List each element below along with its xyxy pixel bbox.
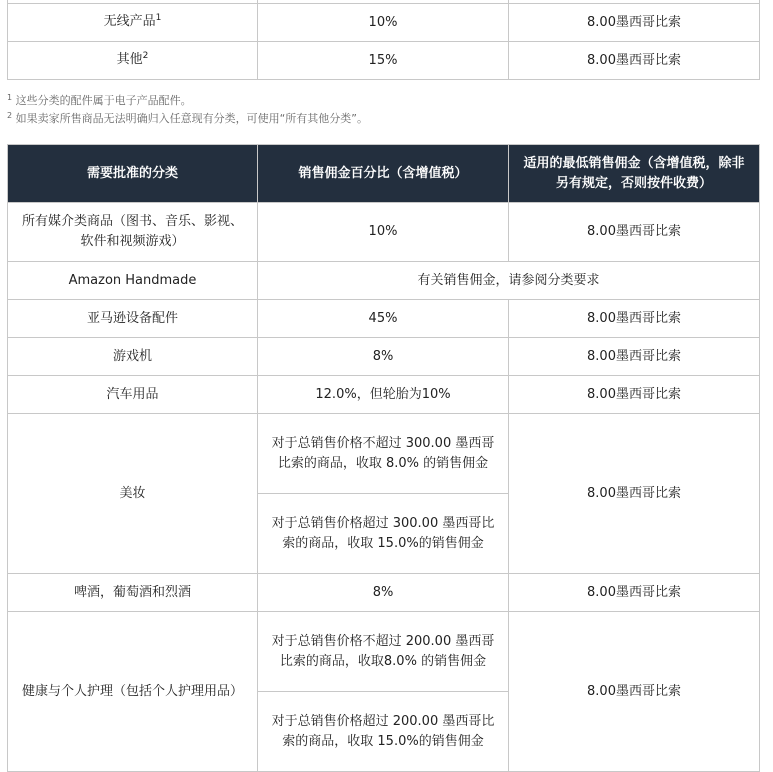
min-fee-cell: 8.00墨西哥比索: [509, 612, 760, 772]
column-header: 销售佣金百分比（含增值税）: [258, 145, 509, 203]
min-fee-cell: 8.00墨西哥比索: [509, 300, 760, 338]
min-fee-cell: 8.00墨西哥比索: [509, 376, 760, 414]
percent-cell: 对于总销售价格不超过 300.00 墨西哥比索的商品，收取 8.0% 的销售佣金: [258, 414, 509, 494]
percent-cell: 8%: [258, 338, 509, 376]
table-row: [8, 376, 760, 414]
percent-cell: 对于总销售价格不超过 200.00 墨西哥比索的商品，收取8.0% 的销售佣金: [258, 612, 509, 692]
table-row: [8, 574, 760, 612]
category-cell: Amazon Handmade: [8, 262, 258, 300]
percent-cell: 45%: [258, 300, 509, 338]
column-header: 适用的最低销售佣金（含增值税，除非另有规定，否则按件收费）: [509, 145, 760, 203]
table-header-row: [8, 145, 760, 203]
category-cell: 健康与个人护理（包括个人护理用品）: [8, 612, 258, 772]
table-row: [8, 262, 760, 300]
column-header: 需要批准的分类: [8, 145, 258, 203]
table-row: [8, 612, 760, 692]
table-row: [8, 42, 760, 80]
category-cell: 游戏机: [8, 338, 258, 376]
table-row: [8, 414, 760, 494]
min-fee-cell: 8.00墨西哥比索: [509, 4, 760, 42]
min-fee-cell: 8.00墨西哥比索: [509, 414, 760, 574]
percent-cell: 对于总销售价格超过 200.00 墨西哥比索的商品，收取 15.0%的销售佣金: [258, 692, 509, 772]
min-fee-cell: 8.00墨西哥比索: [509, 574, 760, 612]
table-row: [8, 300, 760, 338]
fee-table-continued: [7, 0, 760, 80]
category-cell: 亚马逊设备配件: [8, 300, 258, 338]
footnote: $^2$ 如果卖家所售商品无法明确归入任意现有分类，可使用“所有其他分类”。: [7, 111, 368, 125]
percent-cell: 对于总销售价格超过 300.00 墨西哥比索的商品，收取 15.0%的销售佣金: [258, 494, 509, 574]
merged-fee-cell: 有关销售佣金，请参阅分类要求: [258, 262, 760, 300]
category-cell: 汽车用品: [8, 376, 258, 414]
footnote: $^1$ 这些分类的配件属于电子产品配件。: [7, 93, 192, 107]
min-fee-cell: 8.00墨西哥比索: [509, 338, 760, 376]
percent-cell: 12.0%，但轮胎为10%: [258, 376, 509, 414]
category-cell: 啤酒，葡萄酒和烈酒: [8, 574, 258, 612]
table-row: [8, 4, 760, 42]
min-fee-cell: 8.00墨西哥比索: [509, 203, 760, 262]
table-row: [8, 338, 760, 376]
category-cell: 所有媒介类商品（图书、音乐、影视、软件和视频游戏）: [8, 203, 258, 262]
category-cell: 其他$^2$: [8, 42, 258, 80]
percent-cell: 15%: [258, 42, 509, 80]
footnotes: [7, 92, 368, 128]
table-row: [8, 203, 760, 262]
percent-cell: 10%: [258, 203, 509, 262]
approval-category-fee-table: [7, 144, 760, 772]
min-fee-cell: 8.00墨西哥比索: [509, 42, 760, 80]
category-cell: 无线产品$^1$: [8, 4, 258, 42]
category-cell: 美妆: [8, 414, 258, 574]
percent-cell: 8%: [258, 574, 509, 612]
percent-cell: 10%: [258, 4, 509, 42]
